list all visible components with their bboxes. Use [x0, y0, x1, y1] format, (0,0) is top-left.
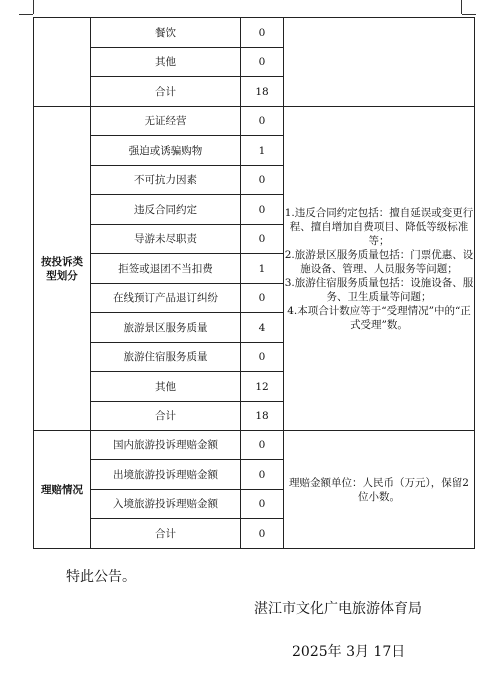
crop-mark-left-horizontal — [19, 14, 33, 15]
value-cell: 0 — [241, 460, 284, 490]
complaint-statistics-table — [33, 17, 475, 549]
value-cell: 0 — [241, 18, 284, 48]
table-row — [34, 18, 475, 48]
type-notes-cell — [284, 107, 475, 431]
crop-mark-right-vertical — [461, 0, 462, 14]
category-cell-continued — [34, 18, 91, 107]
category-compensation: 理赔情况 — [34, 431, 91, 549]
item-cell: 旅游住宿服务质量 — [91, 343, 241, 372]
table-row — [34, 431, 475, 460]
item-cell: 合计 — [91, 519, 241, 549]
item-cell: 拒签或退团不当扣费 — [91, 254, 241, 284]
item-cell: 无证经营 — [91, 107, 241, 136]
item-cell: 合计 — [91, 402, 241, 431]
value-cell: 12 — [241, 372, 284, 402]
item-cell: 不可抗力因素 — [91, 166, 241, 195]
type-note: 2.旅游景区服务质量包括：门票优惠、设施设备、管理、人员服务等问题； — [284, 248, 474, 275]
item-cell: 餐饮 — [91, 18, 241, 48]
crop-mark-left-vertical — [33, 0, 34, 14]
category-complaint-type — [34, 107, 91, 431]
value-cell: 0 — [241, 343, 284, 372]
item-cell: 入境旅游投诉理赔金额 — [91, 490, 241, 519]
item-cell: 旅游景区服务质量 — [91, 313, 241, 343]
value-cell: 0 — [241, 107, 284, 136]
item-cell: 国内旅游投诉理赔金额 — [91, 431, 241, 460]
item-cell: 其他 — [91, 372, 241, 402]
category-title-line1: 按投诉类 — [41, 255, 83, 268]
item-cell: 合计 — [91, 77, 241, 107]
item-cell: 强迫或诱骗购物 — [91, 136, 241, 166]
value-cell: 0 — [241, 490, 284, 519]
value-cell: 0 — [241, 166, 284, 195]
value-cell: 0 — [241, 195, 284, 225]
issuing-organization: 湛江市文化广电旅游体育局 — [254, 601, 422, 617]
value-cell: 1 — [241, 254, 284, 284]
item-cell: 出境旅游投诉理赔金额 — [91, 460, 241, 490]
type-note: 1.违反合同约定包括：擅自延误或变更行程、擅自增加自费项目、降低等级标准等； — [284, 206, 474, 247]
type-note: 3.旅游住宿服务质量包括：设施设备、服务、卫生质量等问题； — [284, 276, 474, 303]
item-cell: 其他 — [91, 48, 241, 77]
note-cell-continued — [284, 18, 475, 107]
value-cell: 4 — [241, 313, 284, 343]
type-note: 4.本项合计数应等于“受理情况”中的“正式受理”数。 — [287, 304, 471, 331]
value-cell: 0 — [241, 48, 284, 77]
crop-mark-right-horizontal — [462, 14, 476, 15]
value-cell: 0 — [241, 225, 284, 254]
table-row — [34, 107, 475, 136]
category-title-line2: 型划分 — [46, 269, 78, 282]
issue-date: 2025年 3月 17日 — [292, 644, 406, 660]
compensation-note-cell: 理赔金额单位：人民币（万元），保留2位小数。 — [284, 431, 475, 549]
value-cell: 1 — [241, 136, 284, 166]
value-cell: 0 — [241, 431, 284, 460]
value-cell: 18 — [241, 402, 284, 431]
item-cell: 违反合同约定 — [91, 195, 241, 225]
value-cell: 0 — [241, 284, 284, 313]
value-cell: 0 — [241, 519, 284, 549]
item-cell: 导游未尽职责 — [91, 225, 241, 254]
item-cell: 在线预订产品退订纠纷 — [91, 284, 241, 313]
notice-text: 特此公告。 — [66, 569, 136, 585]
value-cell: 18 — [241, 77, 284, 107]
